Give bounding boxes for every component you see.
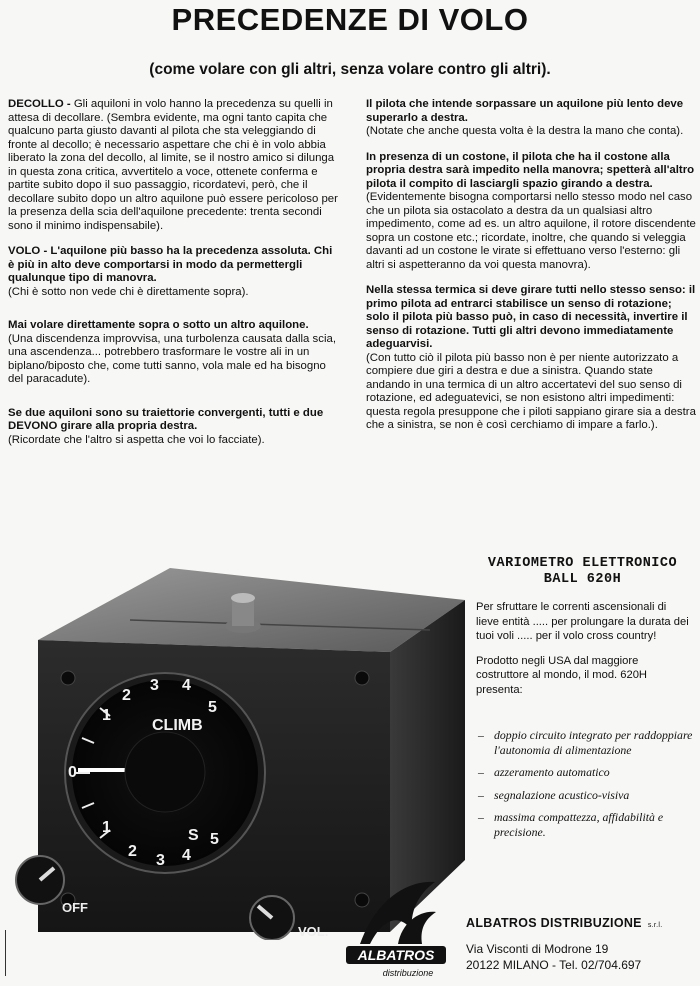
company-suffix: s.r.l. xyxy=(647,922,663,929)
left-column xyxy=(8,98,338,459)
feature-item: – segnalazione acustico-visiva xyxy=(478,788,693,803)
feature-item: – azzeramento automatico xyxy=(478,765,693,780)
company-address xyxy=(466,941,641,973)
off-label: OFF xyxy=(62,900,88,915)
paragraph-convergenti xyxy=(8,407,338,448)
logo-tagline: distribuzione xyxy=(382,968,434,978)
address-street: Via Visconti di Modrone 19 xyxy=(466,942,609,956)
sopra-sotto-rule: Mai volare direttamente sopra o sotto un altro aquilone. xyxy=(8,319,309,331)
address-city-phone: 20122 MILANO - Tel. 02/704.697 xyxy=(466,958,642,972)
dial-climb-label: CLIMB xyxy=(152,717,203,734)
dial-number-up-4: 4 xyxy=(182,677,191,694)
company-name-text: ALBATROS DISTRIBUZIONE xyxy=(466,916,642,930)
dial-number-down-3: 3 xyxy=(156,852,165,869)
dial-number-down-1: 1 xyxy=(102,819,111,836)
costone-rule: In presenza di un costone, il pilota che ha il costone alla propria destra sarà impedito nella manovra; spetterà all'altro pilota il compito di lasciargli spazio girando a destra. xyxy=(366,150,695,190)
dial-number-up-1: 1 xyxy=(102,707,111,724)
paragraph-decollo xyxy=(8,98,338,233)
albatros-wing-icon xyxy=(360,882,435,944)
volo-rule: VOLO - L'aquilone più basso ha la precedenza assoluta. Chi è più in alto deve comportarsi in modo da permettergli qualunque tipo di manovra. xyxy=(8,245,333,284)
page-subtitle: (come volare con gli altri, senza volare contro gli altri). xyxy=(149,61,551,78)
decollo-text: Gli aquiloni in volo hanno la precedenza su quelli in attesa di decollare. (Sembra evidente, ma ogni tanto capita che qualcuno parta giusto davanti al pilota che sta veleggiando di fronte al decollo; è necessario aspettare che chi è in volo abbia liberato la zona del decollo, al limite, se il nostro amico si dilunga in questa zona critica, avvertitelo a voce, ottenete conferma e partite subito dopo il suo passaggio, ricordatevi, però, che il decollare subito dopo un altro aquilone può essere pericoloso per la presenza della scia dell'aquilone precedente: trenta secondi sono il minimo indispensabile). xyxy=(8,98,338,232)
ad-description xyxy=(476,600,691,707)
right-column xyxy=(366,98,696,445)
dial-number-up-3: 3 xyxy=(150,677,159,694)
feature-item: – doppio circuito integrato per raddoppiare l'autonomia di alimentazione xyxy=(478,728,693,757)
ad-title-line1: VARIOMETRO ELETTRONICO xyxy=(487,556,678,571)
dial-number-down-2: 2 xyxy=(128,843,137,860)
sorpasso-text: (Notate che anche questa volta è la destra la mano che conta). xyxy=(366,125,684,137)
volo-text: (Chi è sotto non vede chi è direttamente sopra). xyxy=(8,285,249,298)
dial-number-zero: 0 xyxy=(68,764,77,781)
costone-text: (Evidentemente bisogna comportarsi nello stesso modo nel caso che un pilota sia ostacolato a destra da un qualsiasi altro impedimento, come ad es. un altro aquilone, il rotore discendente sopra un costone etc.; ricordate, inoltre, che quando si veleggia davanti ad un costone le virate si effettuano verso l'esterno: gli altri si aspetteranno da voi questa manovra). xyxy=(366,191,696,271)
decollo-heading: DECOLLO - xyxy=(8,98,71,110)
paragraph-sopra-sotto xyxy=(8,319,338,387)
termica-rule: Nella stessa termica si deve girare tutti nello stesso senso: il primo pilota ad entrarci stabilisce un senso di rotazione; solo il pilota più basso può, in caso di necessità, invertire il senso di rotazione. Tutti gli altri devono immediatamente adeguarvisi. xyxy=(366,284,696,350)
vol-label: VOL. xyxy=(298,924,329,939)
albatros-logo xyxy=(340,872,460,982)
dial-number-down-4: 4 xyxy=(182,847,191,864)
sopra-sotto-text: (Una discendenza improvvisa, una turbolenza causata dalla scia, una ascendenza... potrebbero trasformare le vostre ali in un biplano/biposto che, come tutti sanno, vola male ed ha bisogno del paracadute). xyxy=(8,332,336,385)
dial-sink-label: S xyxy=(188,827,199,844)
feature-item: – massima compattezza, affidabilità e precisione. xyxy=(478,810,693,839)
termica-text: (Con tutto ciò il pilota più basso non è per niente autorizzato a compiere due giri a destra e due a sinistra. Quando state andando in una termica di un altro accertatevi del suo senso di rotazione, ed adeguatevici, se non esistono altri impedimenti: questa regola presuppone che i piloti sappiano girare sia a destra che a sinistra, se non è così cerchiamo di impare a farlo.). xyxy=(366,351,696,431)
convergenti-text: (Ricordate che l'altro si aspetta che voi lo facciate). xyxy=(8,433,265,446)
logo-name: ALBATROS xyxy=(357,947,435,963)
dial-number-up-5: 5 xyxy=(208,699,217,716)
dial-number-down-5: 5 xyxy=(210,831,219,848)
ad-desc-para1: Per sfruttare le correnti ascensionali di lieve entità ..... per prolungare la durata dei tuoi voli ..... per il volo cross country! xyxy=(476,601,689,642)
ad-desc-para2: Prodotto negli USA dal maggiore costruttore al mondo, il mod. 620H presenta: xyxy=(476,654,648,696)
paragraph-costone xyxy=(366,151,696,273)
dial-number-up-2: 2 xyxy=(122,687,131,704)
convergenti-rule: Se due aquiloni sono su traiettorie convergenti, tutti e due DEVONO girare alla propria destra. xyxy=(8,406,324,432)
sorpasso-rule: Il pilota che intende sorpassare un aquilone più lento deve superarlo a destra. xyxy=(366,98,684,124)
paragraph-sorpasso xyxy=(366,98,696,139)
ad-title xyxy=(470,556,695,588)
ad-title-line2: BALL 620H xyxy=(543,572,622,587)
paragraph-termica xyxy=(366,284,696,433)
page-edge-mark xyxy=(5,930,6,976)
ad-feature-list xyxy=(478,728,693,847)
company-name xyxy=(466,916,662,930)
page-title: PRECEDENZE DI VOLO xyxy=(171,2,529,37)
paragraph-volo xyxy=(8,245,338,299)
